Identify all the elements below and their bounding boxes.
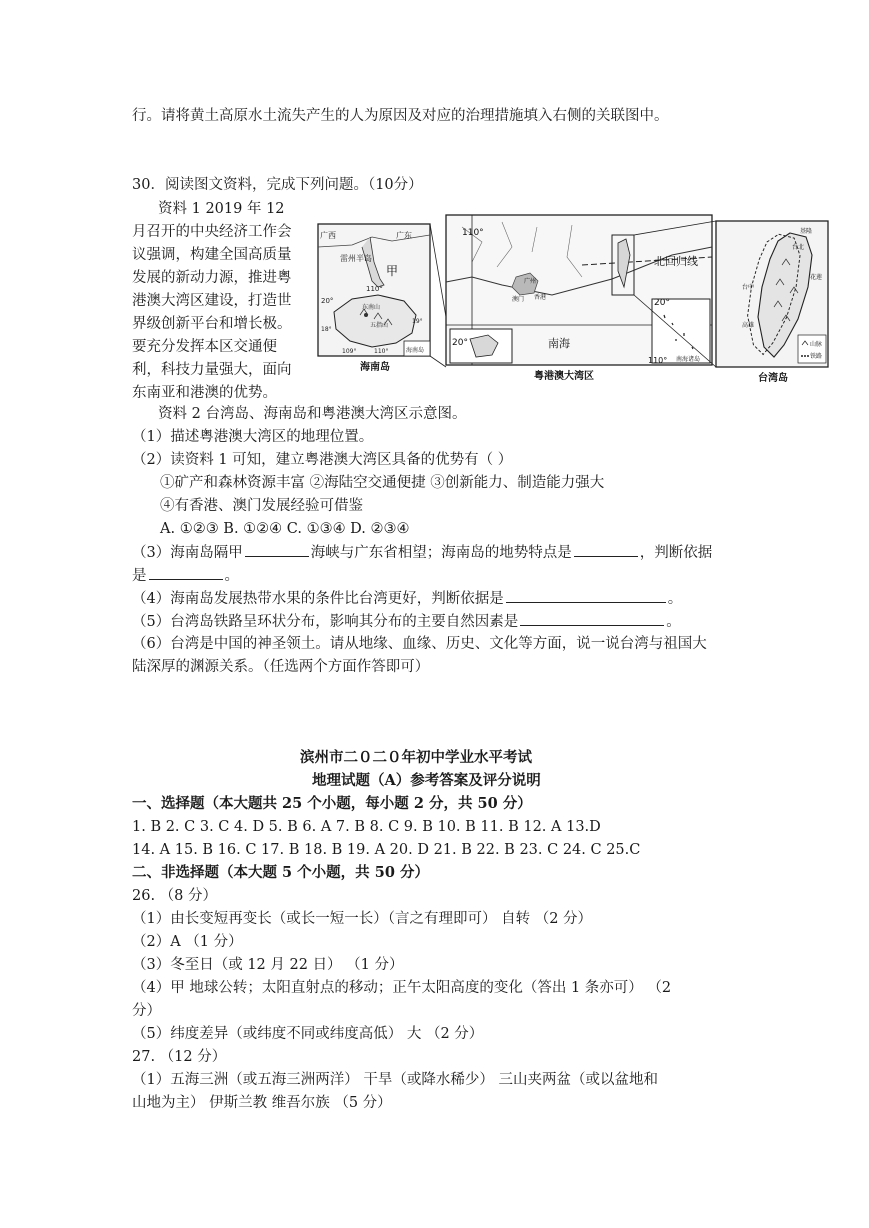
question-heading: 27. （12 分） (132, 1049, 227, 1065)
map-label: 20° (654, 298, 670, 308)
intro-line: 行。请将黄土高原水土流失产生的人为原因及对应的治理措施填入右侧的关联图中。 (132, 108, 669, 124)
q30-sub1: （1）描述粤港澳大湾区的地理位置。 (132, 429, 374, 445)
map-label: 18° (321, 326, 332, 333)
map-figure (312, 207, 842, 385)
text: （3）海南岛隔甲 (132, 545, 243, 561)
map-label: 110° (366, 285, 383, 293)
map-label: 110° (374, 348, 389, 355)
answer-line: （3）冬至日（或 12 月 22 日） （1 分） (132, 957, 404, 973)
answers-header: 滨州市二０二０年初中学业水平考试 (300, 749, 532, 766)
text: 海峡与广东省相望；海南岛的地势特点是 (310, 545, 572, 561)
text: 。 (667, 591, 683, 607)
taiwan-map (716, 221, 828, 384)
material1-line: 利，科技力量强大，面向 (132, 362, 292, 378)
q30-sub6: 陆深厚的渊源关系。（任选两个方面作答即可） (132, 659, 430, 675)
gba-caption: 粤港澳大湾区 (534, 371, 594, 382)
q30-sub2-options: ④有香港、澳门发展经验可借鉴 (160, 498, 363, 514)
map-label: 广西 (320, 231, 336, 240)
answer-line: （4）甲 地球公转；太阳直射点的移动；正午太阳高度的变化（答出 1 条亦可） （2 (132, 980, 672, 996)
map-label: 北回归线 (654, 255, 698, 268)
q30-sub2: （2）读资料 1 可知，建立粤港澳大湾区具备的优势有（ ） (132, 452, 513, 468)
map-label: 香港 (534, 294, 547, 301)
q30-sub3 (132, 542, 712, 563)
taiwan-caption: 台湾岛 (758, 373, 788, 384)
text: ，判断依据 (639, 545, 713, 561)
map-label: 20° (452, 338, 468, 348)
answer-line: 山地为主） 伊斯兰教 维吾尔族 （5 分） (132, 1095, 392, 1111)
hainan-caption: 海南岛 (360, 362, 390, 373)
map-label: 花莲 (810, 274, 823, 281)
answer-line: （1）由长变短再变长（或长一短一长）（言之有理即可） 自转 （2 分） (132, 911, 593, 927)
answer-line: （1）五海三洲（或五海三洲两洋） 干旱（或降水稀少） 三山夹两盆（或以盆地和 (132, 1072, 658, 1088)
map-label: 南海诸岛 (676, 356, 701, 363)
q30-sub4 (132, 588, 682, 609)
material1-line: 议强调，构建全国高质量 (132, 247, 292, 263)
material1-line: 要充分发挥本区交通便 (132, 339, 277, 355)
map-label: 山脉 (810, 341, 823, 348)
map-label: 东南山 (362, 304, 381, 311)
answer-line: （5）纬度差异（或纬度不同或纬度高低） 大 （2 分） (132, 1026, 484, 1042)
answers-subheader: 地理试题（A）参考答案及评分说明 (312, 772, 541, 789)
section-heading: 二、非选择题（本大题 5 个小题，共 50 分） (132, 864, 429, 881)
material2: 资料 2 台湾岛、海南岛和粤港澳大湾区示意图。 (158, 406, 467, 422)
map-label: 高雄 (742, 322, 755, 329)
material1-line: 发展的新动力源，推进粤 (132, 270, 292, 286)
section-heading: 一、选择题（本大题共 25 个小题，每小题 2 分，共 50 分） (132, 795, 532, 812)
hainan-map (318, 224, 430, 373)
q30-sub6: （6）台湾是中国的神圣领土。请从地缘、血缘、历史、文化等方面，说一说台湾与祖国大 (132, 636, 707, 652)
q30-sub2-choices: A. ①②③ B. ①②④ C. ①③④ D. ②③④ (160, 521, 410, 537)
map-label: 109° (342, 348, 357, 355)
answer-blank[interactable] (574, 542, 638, 557)
map-label: 澳门 (512, 296, 525, 303)
text: 是 (132, 568, 147, 584)
gba-map (446, 215, 712, 382)
material1-line: 界级创新平台和增长极。 (132, 316, 292, 332)
map-label: 甲 (386, 264, 399, 278)
answer-blank[interactable] (520, 611, 664, 626)
answer-line: 分） (132, 1003, 161, 1019)
answer-blank[interactable] (245, 542, 309, 557)
text: （5）台湾岛铁路呈环状分布，影响其分布的主要自然因素是 (132, 614, 519, 630)
material1-line: 东南亚和港澳的优势。 (132, 385, 277, 401)
map-label: 海南岛 (406, 347, 425, 354)
answer-blank[interactable] (149, 565, 223, 580)
map-label: 广东 (396, 231, 412, 240)
q30-sub3-cont (132, 565, 239, 586)
answer-row: 14. A 15. B 16. C 17. B 18. B 19. A 20. D 21. B 22. B 23. C 24. C 25.C (132, 842, 641, 858)
material1-line: 资料 1 2019 年 12 (158, 201, 285, 217)
question-heading: 26. （8 分） (132, 888, 218, 904)
material1-line: 月召开的中央经济工作会 (132, 224, 292, 240)
map-label: 110° (648, 356, 668, 365)
map-label: 19° (412, 318, 423, 325)
map-label: 110° (462, 228, 484, 238)
q30-title: 30．阅读图文资料，完成下列问题。（10分） (132, 177, 423, 193)
answer-blank[interactable] (506, 588, 666, 603)
map-label: 五指山 (370, 322, 389, 329)
q30-sub5 (132, 611, 681, 632)
map-label: 基隆 (800, 228, 813, 235)
map-label: 20° (321, 297, 334, 305)
map-label: 雷州半岛 (340, 254, 372, 263)
answer-line: （2）A （1 分） (132, 934, 243, 950)
text: 。 (224, 568, 239, 584)
map-label: 广州 (524, 278, 537, 285)
map-label: 铁路 (810, 353, 823, 360)
map-label: 南海 (548, 337, 570, 350)
map-label: 台北 (792, 244, 805, 251)
map-label: 台中 (742, 284, 755, 291)
text: 。 (666, 614, 681, 630)
text: （4）海南岛发展热带水果的条件比台湾更好，判断依据是 (132, 591, 504, 607)
material1-line: 港澳大湾区建设，打造世 (132, 293, 292, 309)
answer-row: 1. B 2. C 3. C 4. D 5. B 6. A 7. B 8. C 9. B 10. B 11. B 12. A 13.D (132, 819, 601, 835)
q30-sub2-options: ①矿产和森林资源丰富 ②海陆空交通便捷 ③创新能力、制造能力强大 (160, 475, 605, 491)
